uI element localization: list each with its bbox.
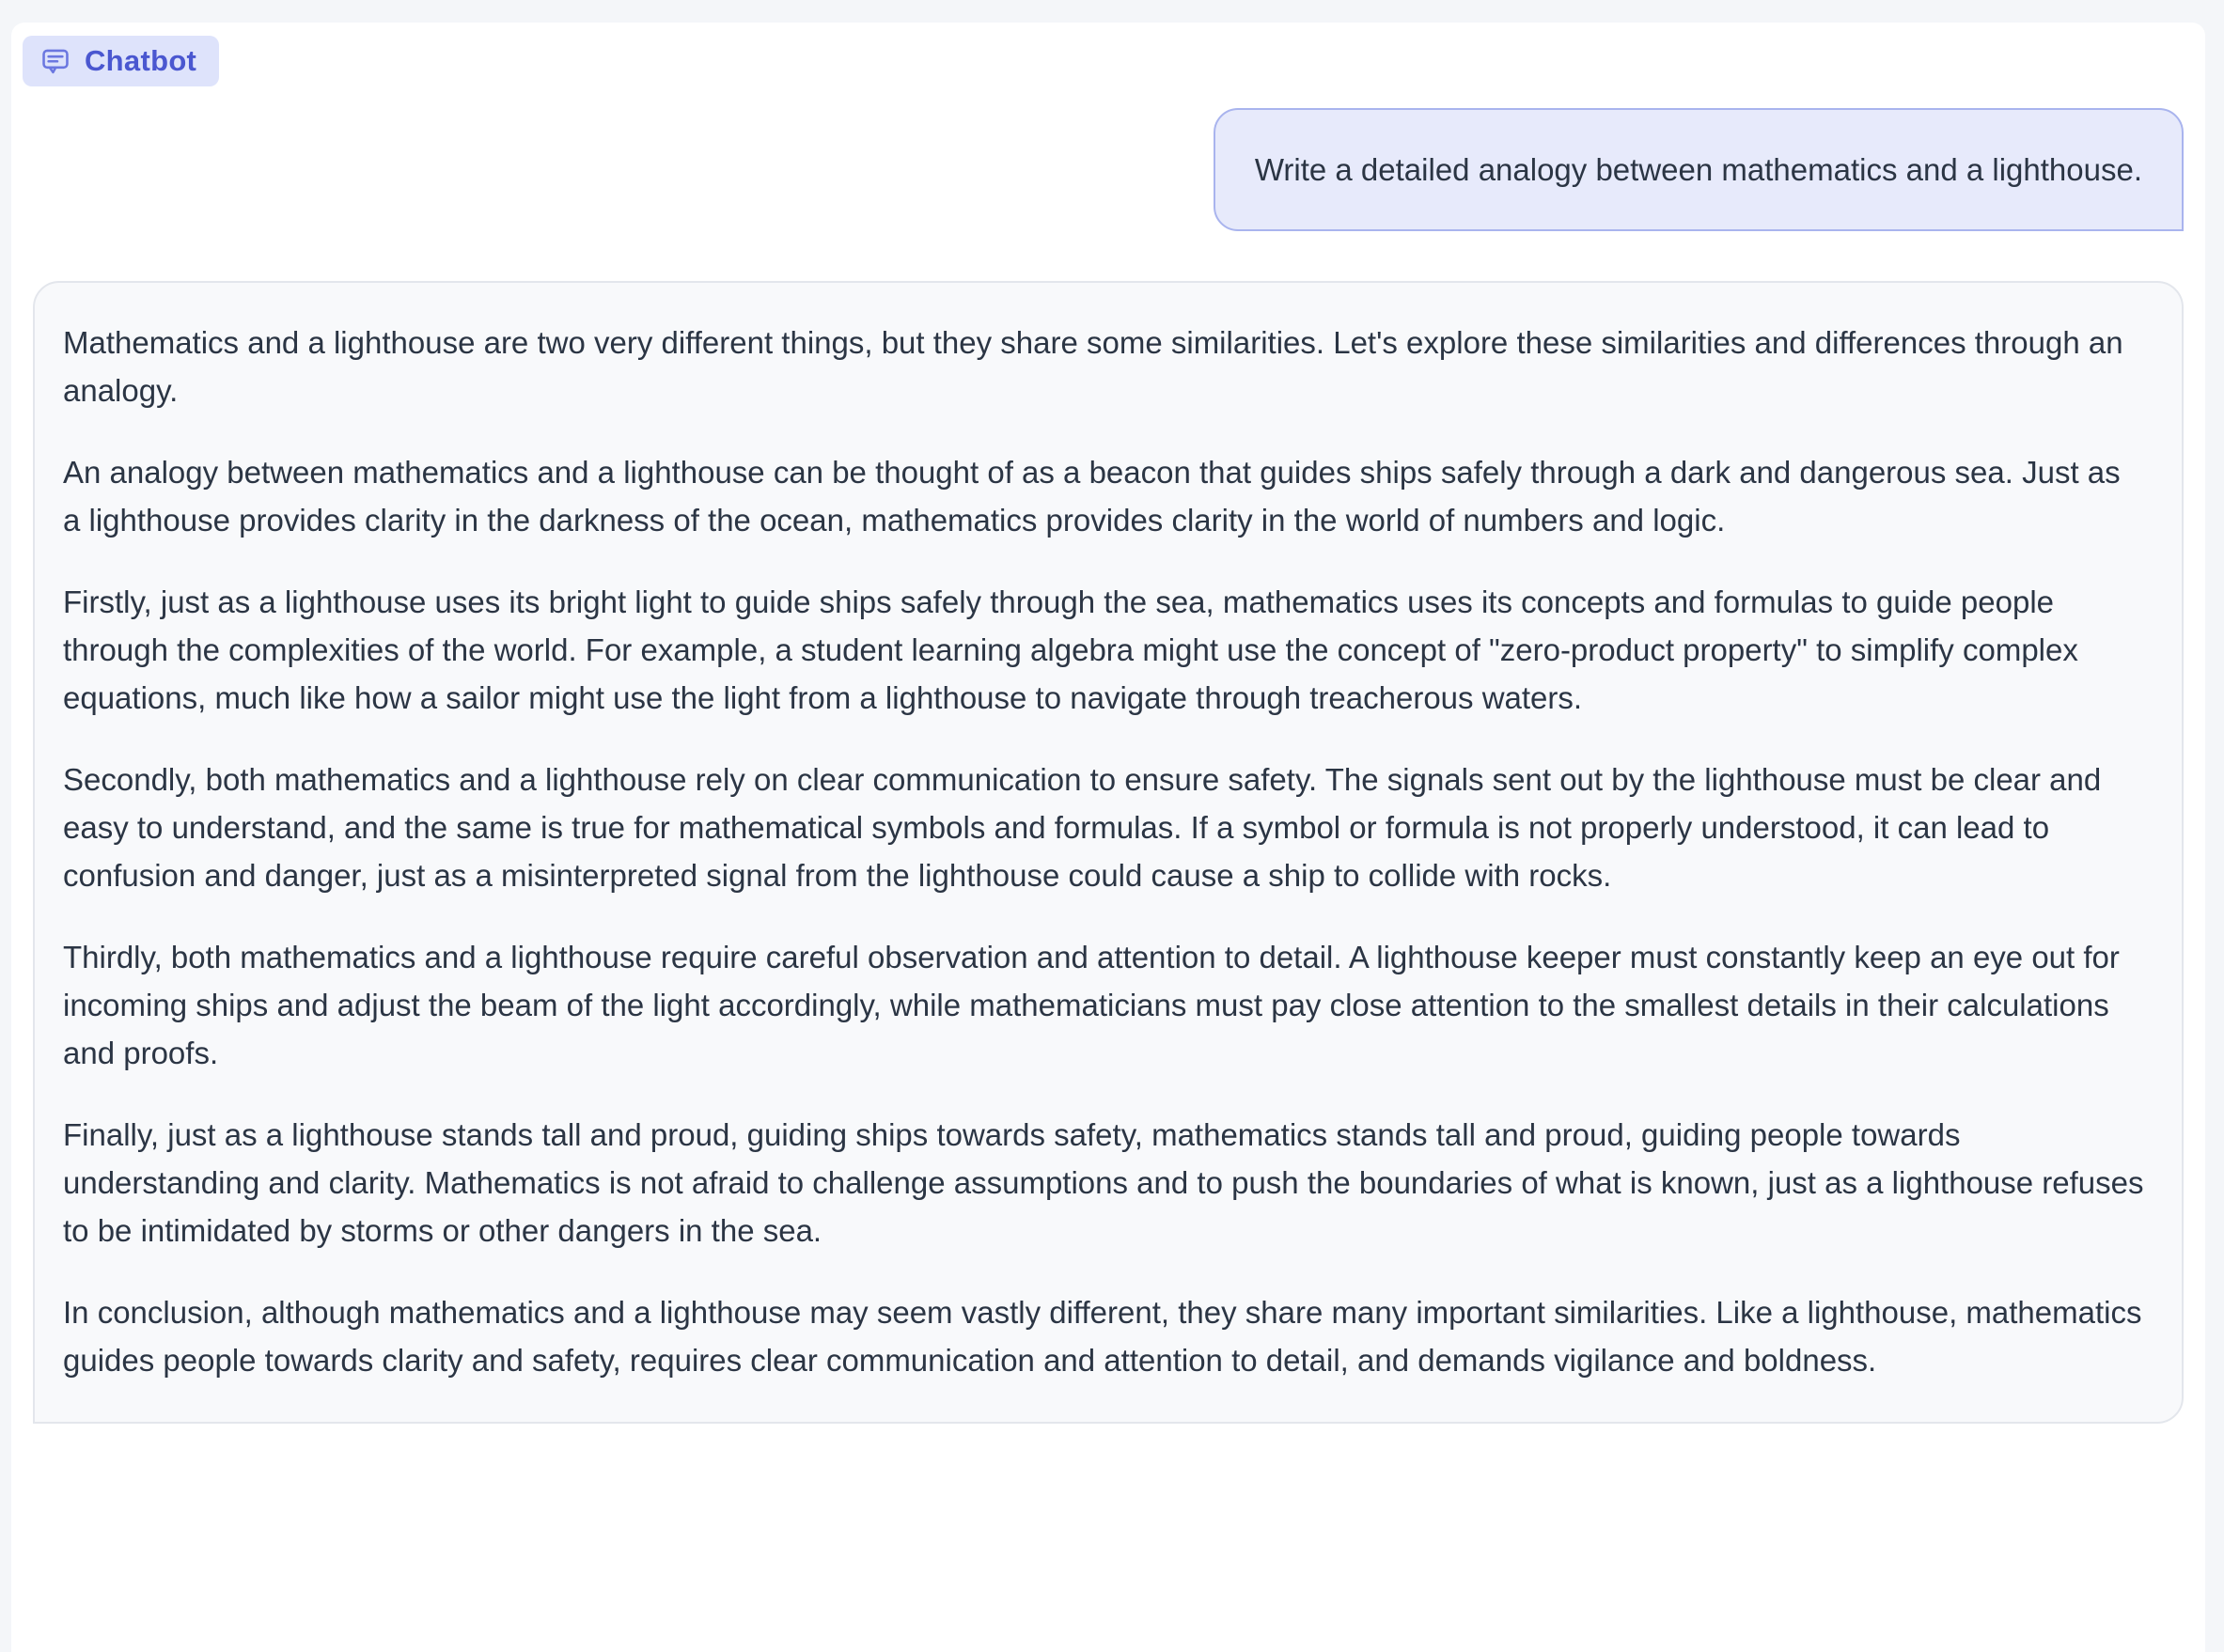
user-message bbox=[1214, 108, 2184, 231]
bot-paragraph: Firstly, just as a lighthouse uses its bright light to guide ships safely through the sea, mathematics uses its concepts and formulas to guide people through the complexities of the world. For example, a student learning algebra might use the concept of "zero-product property" to simplify complex equations, much like how a sailor might use the light from a lighthouse to navigate through treacherous waters. bbox=[63, 584, 2078, 715]
bot-paragraph: Finally, just as a lighthouse stands tall and proud, guiding ships towards safety, mathematics stands tall and proud, guiding people towards understanding and clarity. Mathematics is not afraid to challenge assumptions and to push the boundaries of what is known, just as a lighthouse refuses to be intimidated by storms or other dangers in the sea. bbox=[63, 1117, 2144, 1248]
bot-paragraph: Mathematics and a lighthouse are two very different things, but they share some similarities. Let's explore these similarities and differences through an analogy. bbox=[63, 325, 2123, 408]
chatbot-panel bbox=[11, 23, 2205, 1652]
user-message-row bbox=[33, 108, 2184, 231]
chat-message-list bbox=[21, 108, 2196, 1424]
bot-paragraph: Secondly, both mathematics and a lighthouse rely on clear communication to ensure safety. The signals sent out by the lighthouse must be clear and easy to understand, and the same is true for mathematical symbols and formulas. If a symbol or formula is not properly understood, it can lead to confusion and danger, just as a misinterpreted signal from the lighthouse could cause a ship to collide with rocks. bbox=[63, 762, 2102, 893]
user-message-text: Write a detailed analogy between mathematics and a lighthouse. bbox=[1254, 152, 2142, 187]
chatbot-label-text: Chatbot bbox=[85, 44, 197, 77]
chatbot-label bbox=[23, 36, 219, 86]
bot-paragraph: In conclusion, although mathematics and a lighthouse may seem vastly different, they share many important similarities. Like a lighthouse, mathematics guides people towards clarity and safety, requires clear communication and attention to detail, and demands vigilance and boldness. bbox=[63, 1295, 2142, 1378]
bot-paragraph: An analogy between mathematics and a lighthouse can be thought of as a beacon that guides ships safely through a dark and dangerous sea. Just as a lighthouse provides clarity in the darkness of the ocean, mathematics provides clarity in the world of numbers and logic. bbox=[63, 455, 2121, 538]
chat-bubble-icon bbox=[39, 45, 71, 77]
bot-message-row bbox=[33, 281, 2184, 1424]
bot-paragraph: Thirdly, both mathematics and a lighthouse require careful observation and attention to detail. A lighthouse keeper must constantly keep an eye out for incoming ships and adjust the beam of the light accordingly, while mathematicians must pay close attention to the smallest details in their calculations and proofs. bbox=[63, 940, 2120, 1070]
bot-message bbox=[33, 281, 2184, 1424]
